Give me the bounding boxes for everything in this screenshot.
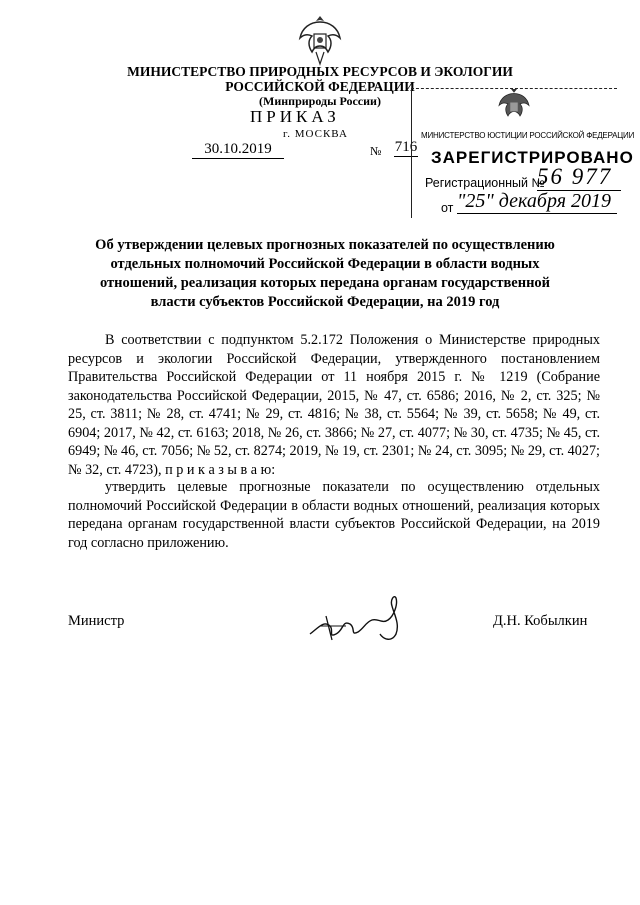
stamp-date-label: от xyxy=(441,201,454,215)
ministry-name-line1: МИНИСТЕРСТВО ПРИРОДНЫХ РЕСУРСОВ И ЭКОЛОГИИ xyxy=(127,64,513,79)
number-sign: № xyxy=(370,144,382,158)
document-title: Об утверждении целевых прогнозных показателей по осуществлению отдельных полномочий Российской Федерации в области водных отношений, реализация которых передана органам государственной власти субъектов Российской Федерации, на 2019 год xyxy=(95,237,555,310)
stamp-organization: МИНИСТЕРСТВО ЮСТИЦИИ РОССИЙСКОЙ ФЕДЕРАЦИИ xyxy=(421,131,635,140)
stamp-border-left xyxy=(411,88,412,218)
signer-name: Д.Н. Кобылкин xyxy=(493,613,588,629)
ministry-short-name: (Минприроды России) xyxy=(259,94,381,108)
signer-position: Министр xyxy=(68,613,125,629)
document-type: ПРИКАЗ xyxy=(250,107,340,126)
stamp-emblem xyxy=(496,86,532,128)
order-date: 30.10.2019 xyxy=(192,141,284,159)
ministry-name-line2: РОССИЙСКОЙ ФЕДЕРАЦИИ xyxy=(225,79,415,94)
stamp-registered-label: ЗАРЕГИСТРИРОВАНО xyxy=(431,148,634,167)
body-paragraph-order: утвердить целевые прогнозные показатели по осуществлению отдельных полномочий Российской Федерации в области водных отношений, реализация которых передана органам государственной власти субъектов Российской Федерации, на 2019 год согласно приложению. xyxy=(68,479,600,551)
city: г. МОСКВА xyxy=(283,128,348,140)
order-number: 716 xyxy=(394,139,418,155)
stamp-registration-number-label: Регистрационный № xyxy=(425,176,545,190)
body-paragraph-basis: В соответствии с подпунктом 5.2.172 Положения о Министерстве природных ресурсов и экологии Российской Федерации, утвержденного постановлением Правительства Российской Федерации от 11 ноября 2015 г. № 1219 (Собрание законодательства Российской Федерации, 2015, № 47, ст. 6586; 2016, № 2, ст. 325; № 25, ст. 3811; № 28, ст. 4741; № 29, ст. 4816; № 38, ст. 5564; № 39, ст. 5658; № 49, ст. 6904; 2017, № 42, ст. 6163; 2018, № 26, ст. 3866; № 27, ст. 4077; № 30, ст. 4735; № 45, ст. 6949; № 46, ст. 7056; № 52, ст. 8274; 2019, № 19, ст. 2301; № 24, ст. 3095; № 29, ст. 4027; № 32, ст. 4723), п р и к а з ы в а ю: xyxy=(68,332,600,478)
handwritten-signature xyxy=(300,590,410,650)
ministry-header xyxy=(120,64,520,109)
stamp-registration-number: 56 977 xyxy=(537,164,621,191)
coat-of-arms-emblem xyxy=(296,12,344,68)
stamp-date: "25" декабря 2019 xyxy=(457,190,617,214)
